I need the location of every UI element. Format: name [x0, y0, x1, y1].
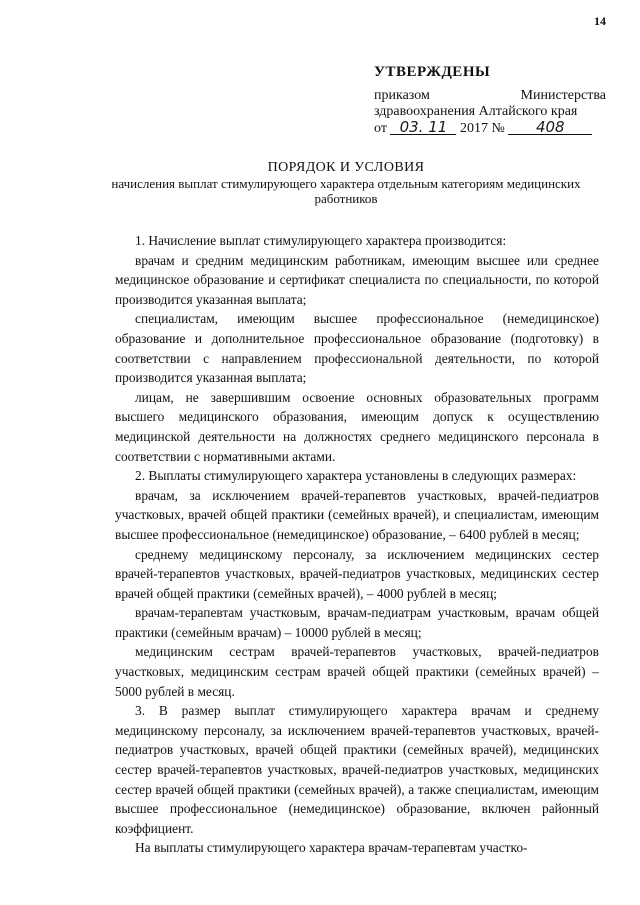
approval-year-text: 2017 № — [459, 121, 505, 136]
paragraph-2: врачам и средним медицинским работникам, имеющим высшее или среднее медицинское образование и сертификат специалиста по специальности, по которой производится указанная выплата; — [115, 252, 599, 307]
approval-title: УТВЕРЖДЕНЫ — [374, 64, 491, 80]
paragraph-4: лицам, не завершившим освоение основных образовательных программ высшего медицинского образования, имеющим допуск к осуществлению медицинской деятельности на должностях среднего медицинского персонала в соответствии с нормативными актами. — [115, 389, 599, 464]
document-title: ПОРЯДОК И УСЛОВИЯ — [267, 160, 425, 175]
paragraph-8: врачам-терапевтам участковым, врачам-педиатрам участковым, врачам общей практики (семейным врачам) – 10000 рублей в месяц; — [115, 605, 599, 640]
paragraph-1: 1. Начисление выплат стимулирующего характера производится: — [135, 233, 507, 248]
paragraph-5: 2. Выплаты стимулирующего характера установлены в следующих размерах: — [135, 468, 577, 484]
document-subtitle: начисления выплат стимулирующего характера отдельным категориям медицинских работников — [111, 176, 581, 206]
approval-stamp-block — [374, 64, 606, 137]
approval-date-prefix: от — [374, 121, 387, 136]
handwritten-order-number: 408 — [508, 120, 592, 135]
paragraph-11: На выплаты стимулирующего характера врачам-терапевтам участко- — [135, 840, 528, 856]
paragraph-3: специалистам, имеющим высшее профессиональное (немедицинское) образование и дополнительное профессиональное образование (подготовку) в соответствии с направлением профессиональной деятельности, по которой производится указанная выплата; — [115, 311, 599, 386]
page-number: 14 — [594, 14, 606, 28]
approval-date-line — [374, 120, 606, 137]
handwritten-date: 03. 11 — [390, 120, 456, 135]
document-body — [115, 231, 599, 858]
paragraph-6: врачам, за исключением врачей-терапевтов участковых, врачей-педиатров участковых, врачей общей практики (семейных врачей), и специалистам, имеющим высшее профессиональное (немедицинское) образование, – 6400 рублей в месяц; — [115, 487, 599, 542]
document-heading — [96, 160, 596, 206]
paragraph-10: 3. В размер выплат стимулирующего характера врачам и среднему медицинскому персоналу, за исключением врачей-терапевтов участковых, врачей-педиатров участковых, врачей общей практики (семейных врачей), медицинских сестер врачей-терапевтов участковых, врачей-педиатров участковых, медицинских сестер врачей общей практики (семейных врачей), а также специалистам, имеющим высшее профессиональное (немедицинское) образование, включен районный коэффициент. — [115, 703, 599, 836]
approval-order-text: приказом Министерства здравоохранения Алтайского края — [374, 88, 606, 119]
paragraph-9: медицинским сестрам врачей-терапевтов участковых, врачей-педиатров участковых, медицинским сестрам врачей общей практики (семейных врачей) – 5000 рублей в месяц. — [115, 644, 599, 699]
paragraph-7: среднему медицинскому персоналу, за исключением медицинских сестер врачей-терапевтов участковых, врачей-педиатров участковых, медицинских сестер врачей общей практики (семейных врачей), – 4000 рублей в месяц; — [115, 546, 599, 601]
